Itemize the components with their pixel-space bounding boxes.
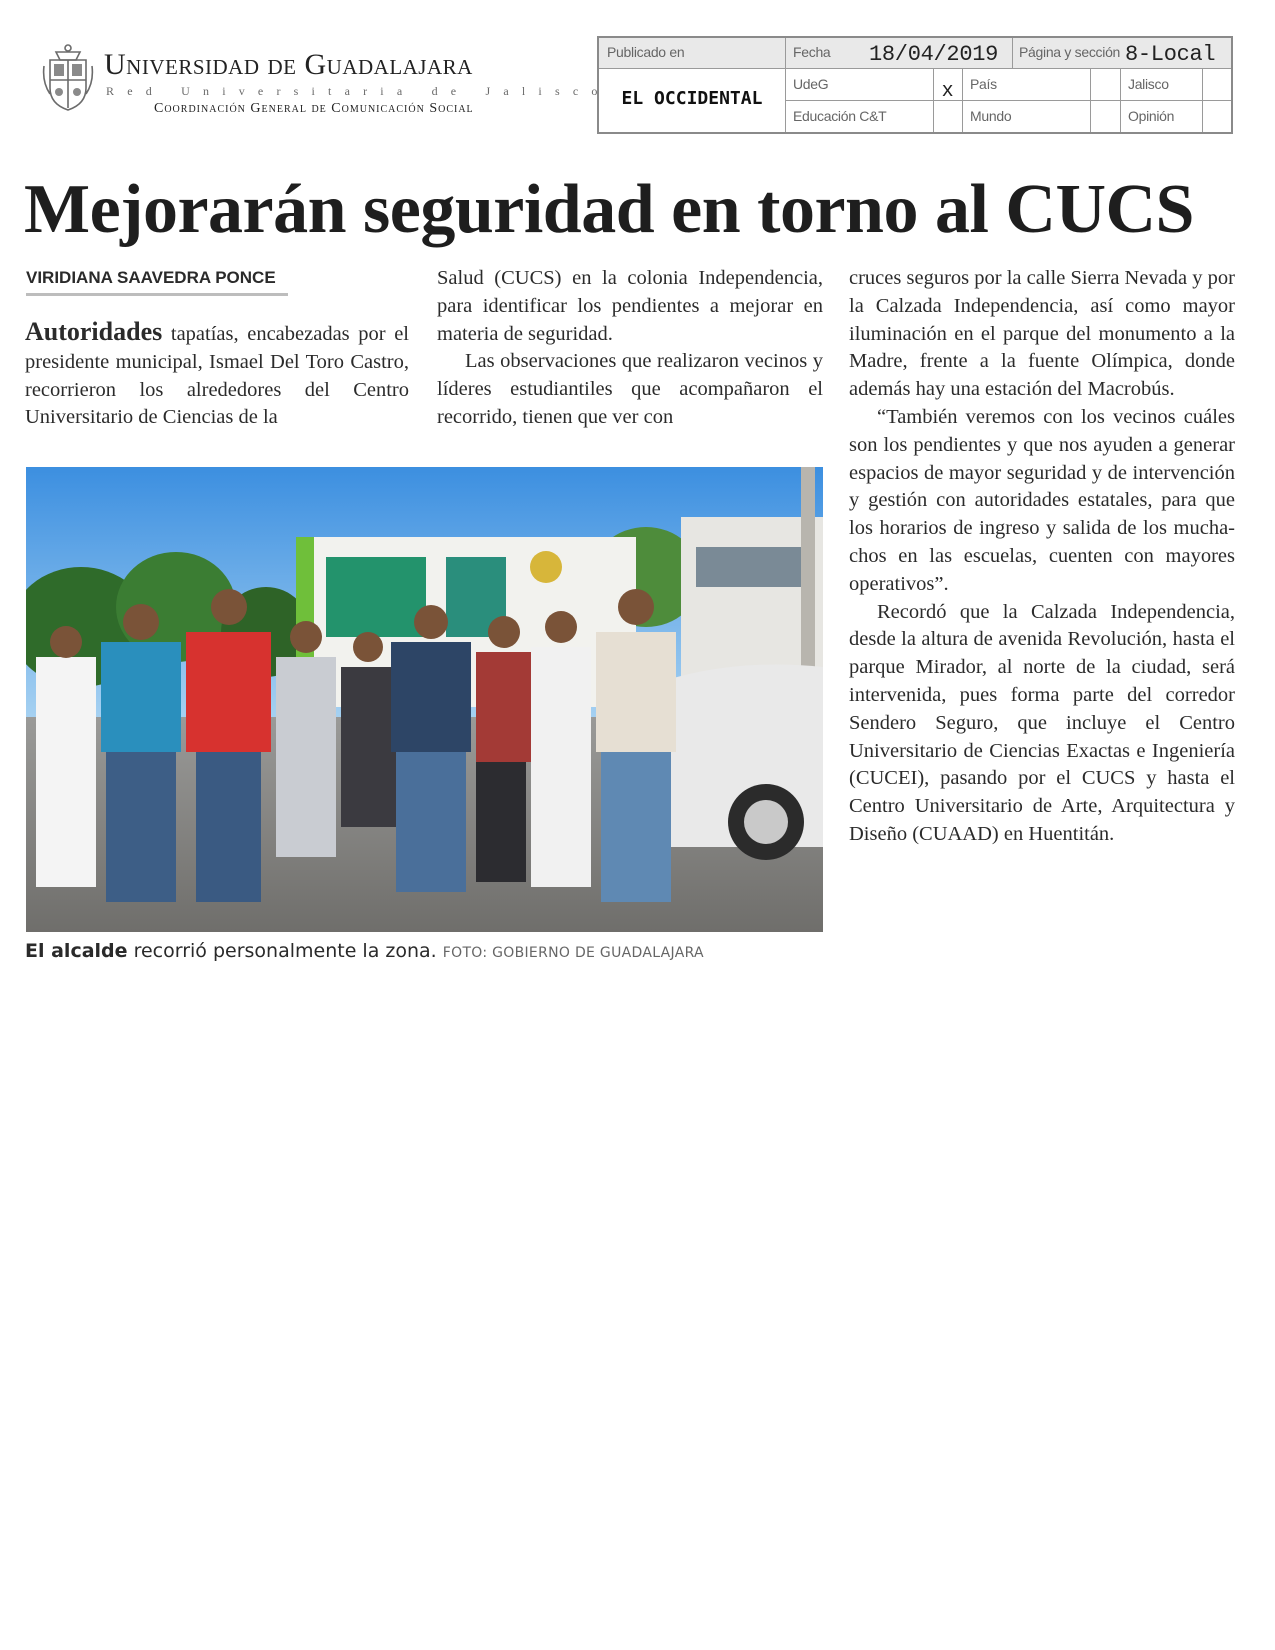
article-column-2 [437,265,823,432]
article-column-3 [849,265,1235,849]
caption-text: recorrió personalmente la zona. [127,940,437,962]
section-educacion: Educación C&T [793,108,887,124]
coordination-name: Coordinación General de Comunicación Social [154,101,474,116]
section-opinion: Opinión [1128,108,1175,124]
article-photo [26,467,823,932]
article-column-1 [25,318,409,432]
university-header [42,42,611,122]
paragraph: cruces seguros por la calle Sierra Nevada y por la Calzada Independencia, así como mayor iluminación en el parque del monumento a la Madre, frente a la fuente Olímpica, donde además hay una estación del Macrobús. [849,267,1235,401]
section-pais: País [970,76,997,92]
photo-caption [25,940,704,962]
page-section-label: Página y sección [1019,44,1121,60]
article-byline: VIRIDIANA SAAVEDRA PONCE [26,268,288,296]
paragraph: Salud (CUCS) en la colonia Independencia, para identificar los pendientes a mejorar en materia de seguridad. [437,267,823,345]
caption-bold: El alcalde [25,940,128,962]
paragraph: Recordó que la Calzada Independencia, desde la altura de avenida Revolución, hasta el parque Mirador, al norte de la ciudad, será intervenida, pues forma parte del corredor Sendero Seguro, que incluye el Centro Universitario de Ciencias Exactas e Ingeniería (CUCEI), pasando por el CUCS y hasta el Centro Universitario de Arte, Arquitectura y Diseño (CUAAD) en Huentitán. [849,600,1235,845]
crowd-photo-illustration [26,467,823,932]
university-name: Universidad de Guadalajara [104,48,473,81]
university-seal-icon [42,42,94,112]
section-udeg-mark: x [941,80,954,103]
photo-credit: FOTO: GOBIERNO DE GUADALAJARA [442,945,704,961]
paragraph-text: tapatías, encabezadas por el presidente municipal, Ismael Del Toro Castro, recorrieron los alrededores del Centro Universitario de Ciencias de la [25,323,409,429]
section-udeg: UdeG [793,76,829,92]
section-jalisco: Jalisco [1128,76,1169,92]
quote-paragraph: “También veremos con los vecinos cuáles son los pendientes y que nos ayuden a generar espacios de mayor seguridad y de intervención y gestión con autoridades estatales, para que los horarios de ingreso y salida de los muchachos en las escuelas, cuenten con mayores operativos”. [849,405,1235,595]
published-in-label: Publicado en [607,44,685,60]
publication-date: 18/04/2019 [869,42,999,67]
paragraph: Las observaciones que realizaron vecinos y líderes estudiantiles que acompañaron el recorrido, tienen que ver con [437,350,823,428]
date-label: Fecha [793,44,831,60]
page-section: 8-Local [1125,42,1216,67]
section-mundo: Mundo [970,108,1012,124]
newspaper-name: EL OCCIDENTAL [621,88,763,109]
paragraph [25,318,409,432]
article-headline: Mejorarán seguridad en torno al CUCS [24,171,1194,248]
lead-word: Autoridades [25,317,163,346]
publication-table [597,36,1233,134]
university-network: Red Universitaria de Jalisco [106,84,611,98]
